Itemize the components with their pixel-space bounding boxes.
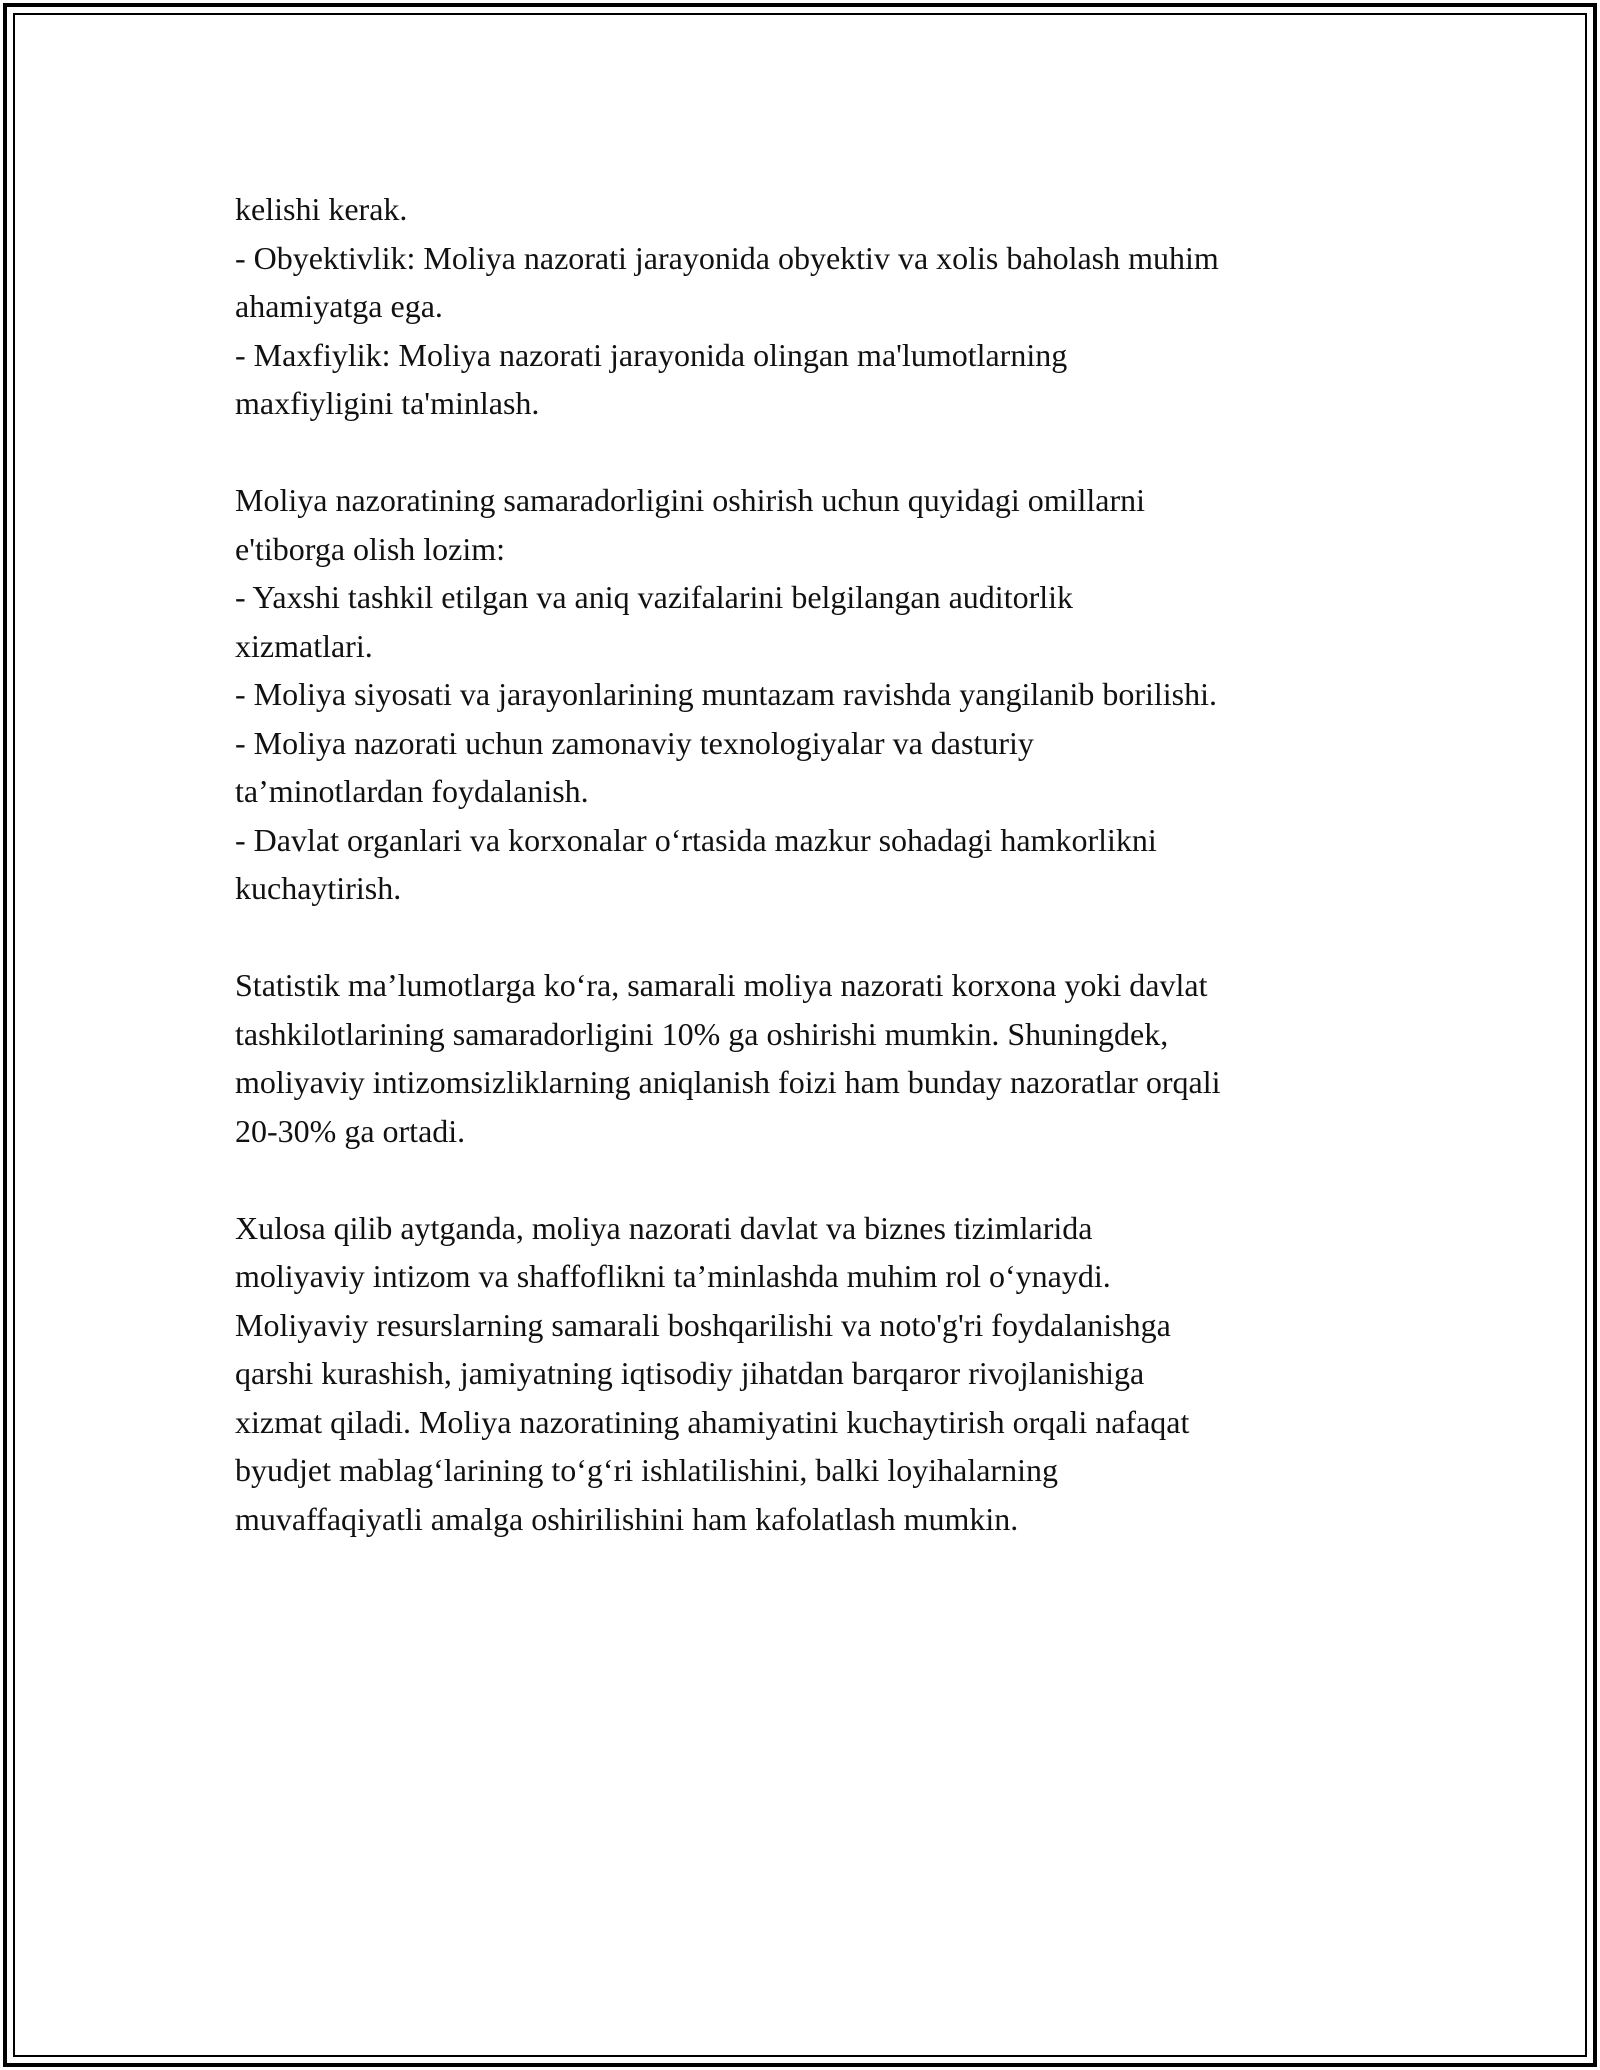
text-line: maxfiyligini ta'minlash. xyxy=(235,385,540,421)
text-line: muvaffaqiyatli amalga oshirilishini ham kafolatlash mumkin. xyxy=(235,1500,1019,1537)
text-line: xizmat qiladi. Moliya nazoratining ahamiyatini kuchaytirish orqali nafaqat xyxy=(235,1403,1190,1440)
text-line: byudjet mablag‘larining to‘g‘ri ishlatilishini, balki loyihalarning xyxy=(235,1452,1058,1488)
text-line: moliyaviy intizomsizliklarning aniqlanish foizi ham bunday nazoratlar orqali xyxy=(235,1064,1221,1100)
text-line: - Moliya nazorati uchun zamonaviy texnologiyalar va dasturiy xyxy=(235,724,1034,761)
paragraph-conclusion xyxy=(235,1204,1375,1544)
paragraph-statistics xyxy=(235,961,1375,1155)
text-line: qarshi kurashish, jamiyatning iqtisodiy jihatdan barqaror rivojlanishiga xyxy=(235,1355,1145,1391)
text-line: - Maxfiylik: Moliya nazorati jarayonida olingan ma'lumotlarning xyxy=(235,336,1068,373)
text-line: - Davlat organlari va korxonalar o‘rtasida mazkur sohadagi hamkorlikni xyxy=(235,821,1157,858)
text-line: ahamiyatga ega. xyxy=(235,288,443,324)
text-line: xizmatlari. xyxy=(235,627,373,664)
text-line: tashkilotlarining samaradorligini 10% ga oshirishi mumkin. Shuningdek, xyxy=(235,1015,1169,1052)
text-line: Moliya nazoratining samaradorligini oshirish uchun quyidagi omillarni xyxy=(235,482,1146,518)
text-line: 20-30% ga ortadi. xyxy=(235,1112,466,1149)
paragraph-principles-continued xyxy=(235,185,1375,428)
text-line: - Yaxshi tashkil etilgan va aniq vazifalarini belgilangan auditorlik xyxy=(235,579,1074,615)
text-line: Moliyaviy resurslarning samarali boshqarilishi va noto'g'ri foydalanishga xyxy=(235,1306,1171,1343)
text-line: kelishi kerak. xyxy=(235,191,408,227)
document-body xyxy=(235,185,1375,1592)
text-line: kuchaytirish. xyxy=(235,870,402,906)
text-line: moliyaviy intizom va shaffoflikni ta’minlashda muhim rol o‘ynaydi. xyxy=(235,1258,1111,1294)
text-line: ta’minotlardan foydalanish. xyxy=(235,773,589,809)
paragraph-efficiency-factors xyxy=(235,476,1375,913)
text-line: Statistik ma’lumotlarga ko‘ra, samarali moliya nazorati korxona yoki davlat xyxy=(235,967,1208,1003)
text-line: e'tiborga olish lozim: xyxy=(235,530,506,567)
text-line: Xulosa qilib aytganda, moliya nazorati davlat va biznes tizimlarida xyxy=(235,1209,1093,1246)
text-line: - Moliya siyosati va jarayonlarining muntazam ravishda yangilanib borilishi. xyxy=(235,676,1217,712)
text-line: - Obyektivlik: Moliya nazorati jarayonida obyektiv va xolis baholash muhim xyxy=(235,239,1219,276)
